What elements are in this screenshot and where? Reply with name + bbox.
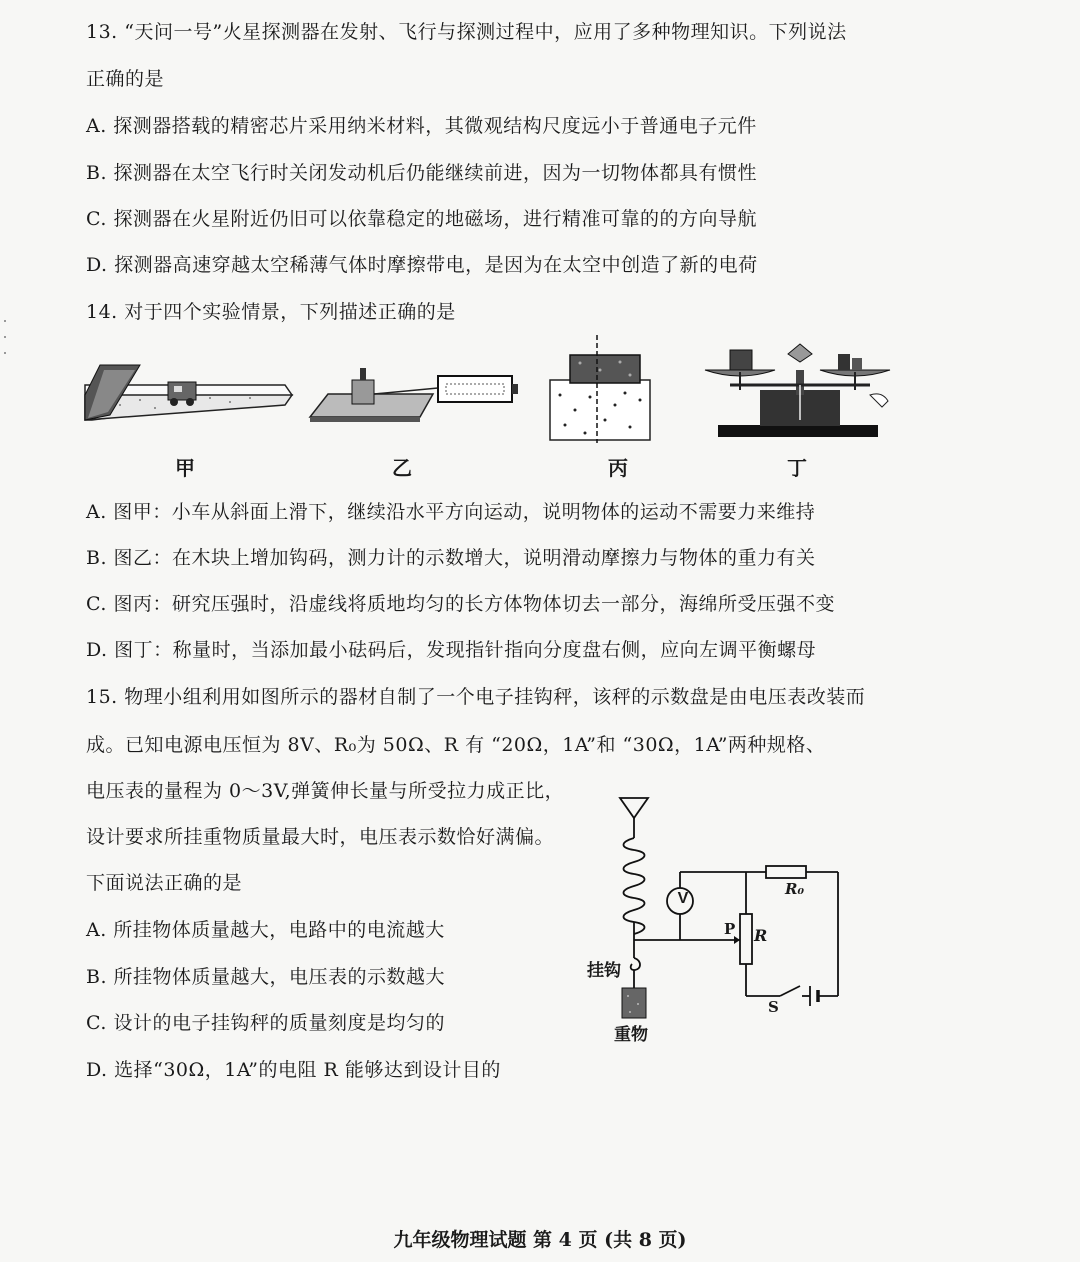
resistor-r-label: R — [754, 926, 768, 945]
q15-option-b: B. 所挂物体质量越大，电压表的示数越大 — [86, 966, 446, 988]
hook-label: 挂钩 — [587, 961, 621, 981]
q15-stem-line3: 电压表的量程为 0～3V,弹簧伸长量与所受拉力成正比， — [86, 780, 565, 802]
q13-option-a: A. 探测器搭载的精密芯片采用纳米材料，其微观结构尺度远小于普通电子元件 — [86, 115, 757, 137]
figure-label-ding: 丁 — [787, 456, 807, 480]
q14-option-b: B. 图乙：在木块上增加钩码，测力计的示数增大，说明滑动摩擦力与物体的重力有关 — [86, 547, 816, 569]
figure-yi — [308, 362, 523, 432]
q15-stem-line1: 15. 物理小组利用如图所示的器材自制了一个电子挂钩秤，该秤的示数盘是由电压表改装而 — [86, 686, 866, 708]
q15-option-d: D. 选择“30Ω，1A”的电阻 R 能够达到设计目的 — [86, 1059, 501, 1081]
q14-option-d: D. 图丁：称量时，当添加最小砝码后，发现指针指向分度盘右侧，应向左调平衡螺母 — [86, 639, 817, 661]
figure-jia — [80, 360, 295, 435]
q13-option-b: B. 探测器在太空飞行时关闭发动机后仍能继续前进，因为一切物体都具有惯性 — [86, 162, 758, 184]
weight-label: 重物 — [614, 1025, 648, 1045]
q14-option-a: A. 图甲：小车从斜面上滑下，继续沿水平方向运动，说明物体的运动不需要力来维持 — [86, 501, 816, 523]
q15-stem-line4: 设计要求所挂重物质量最大时，电压表示数恰好满偏。 — [86, 826, 555, 848]
slider-p-label: P — [724, 920, 736, 938]
q15-stem-line2: 成。已知电源电压恒为 8V、R₀为 50Ω、R 有 “20Ω，1A”和 “30Ω，1A”两种规格、 — [86, 734, 826, 756]
circuit-diagram — [580, 790, 850, 1050]
q15-stem-line5: 下面说法正确的是 — [86, 872, 243, 894]
r0-label: R₀ — [785, 880, 805, 898]
q15-option-c: C. 设计的电子挂钩秤的质量刻度是均匀的 — [86, 1012, 445, 1034]
figure-ding — [700, 340, 900, 440]
q13-option-c: C. 探测器在火星附近仍旧可以依靠稳定的地磁场，进行精准可靠的的方向导航 — [86, 208, 757, 230]
figure-label-yi: 乙 — [392, 456, 412, 480]
q14-stem: 14. 对于四个实验情景，下列描述正确的是 — [86, 301, 456, 323]
voltmeter-label: V — [677, 890, 689, 907]
figure-bing — [545, 335, 655, 445]
page-footer: 九年级物理试题 第 4 页 (共 8 页) — [393, 1229, 687, 1251]
q14-option-c: C. 图丙：研究压强时，沿虚线将质地均匀的长方体物体切去一部分，海绵所受压强不变 — [86, 593, 835, 615]
switch-s-label: S — [768, 998, 779, 1016]
q13-stem-line2: 正确的是 — [86, 68, 165, 90]
q13-option-d: D. 探测器高速穿越太空稀薄气体时摩擦带电，是因为在太空中创造了新的电荷 — [86, 254, 758, 276]
q15-option-a: A. 所挂物体质量越大，电路中的电流越大 — [86, 919, 445, 941]
figure-label-bing: 丙 — [608, 456, 628, 480]
q13-stem-line1: 13. “天问一号”火星探测器在发射、飞行与探测过程中，应用了多种物理知识。下列说法 — [86, 21, 847, 43]
figure-label-jia: 甲 — [175, 456, 195, 480]
